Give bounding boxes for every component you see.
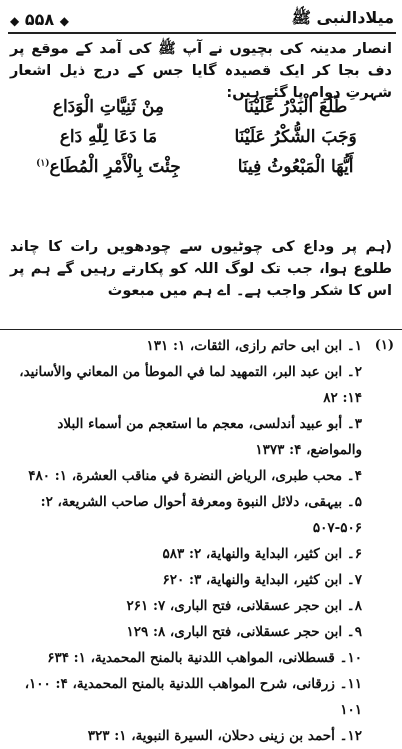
- footnote-item: ۱۱۔ زرقانی، شرح المواهب اللدنية بالمنح المحمدية، ۴: ۱۰۰، ۱۰۱: [24, 676, 362, 718]
- footnotes: [14, 333, 394, 749]
- footnote-item: ۱۰۔ قسطلانی، المواهب اللدنية بالمنح المحمدية، ۱: ۶۳۴: [47, 650, 362, 666]
- ornament-icon: ◆: [10, 13, 20, 28]
- translation-paragraph: (ہم پر وداع کی چوٹیوں سے چودھویں رات کا چاند طلوع ہوا، جب تک لوگ اللہ کو پکارتے رہیں گے ہم پر اس کا شکر واجب ہے۔ اے ہم میں مبعوث: [10, 239, 392, 299]
- footnote-item: ۳۔ أبو عبيد أندلسی، معجم ما استعجم من أسماء البلاد والمواضع، ۴: ۱۳۷۳: [57, 416, 362, 458]
- hemistich-second: جِئْتَ بِالْأَمْرِ الْمُطَاع$^{(۱)}$: [36, 157, 181, 177]
- poem-verse: [22, 122, 382, 152]
- ornament-icon: ◆: [59, 13, 69, 28]
- hemistich-first: طَلَعَ الْبَدْرُ عَلَيْنَا: [243, 97, 348, 117]
- footnote-item: ۹۔ ابن حجر عسقلانی، فتح الباری، ۸: ۱۲۹: [126, 624, 362, 640]
- poem-verse: [22, 92, 382, 122]
- footnote-item: ۴۔ محب طبری، الرياض النضرة في مناقب العشرة، ۱: ۴۸۰: [28, 468, 362, 484]
- running-title: میلادالنبی ﷺ: [291, 7, 394, 27]
- hemistich-second: مَا دَعَا لِلّٰهِ دَاع: [59, 127, 158, 147]
- poem: [22, 92, 382, 182]
- footnote-item: ۲۔ ابن عبد البر، التمهيد لما في الموطأ من المعاني والأسانيد، ۱۴: ۸۲: [19, 364, 362, 406]
- page-header: [8, 6, 396, 34]
- footnote-item: ۱۲۔ أحمد بن زینی دحلان، السيرة النبوية، ۱: ۳۲۳: [87, 728, 362, 744]
- footnote-item: ۶۔ ابن كثير، البداية والنهاية، ۲: ۵۸۳: [162, 546, 362, 562]
- hemistich-second: مِنْ ثَنِيَّاتِ الْوَدَاع: [52, 97, 164, 117]
- page-number: ◆ ۵۵۸ ◆: [10, 9, 69, 29]
- footnote-item: ۸۔ ابن حجر عسقلانی، فتح الباری، ۷: ۲۶۱: [126, 598, 362, 614]
- hemistich-first: أَيُّهَا الْمَبْعُوثُ فِينَا: [237, 157, 354, 177]
- footnote-marker: (۱): [374, 338, 394, 353]
- footnote-divider: [0, 329, 402, 330]
- poem-verse: [22, 152, 382, 182]
- footnote-item: ۱۔ ابن ابی حاتم رازی، الثقات، ۱: ۱۳۱: [146, 338, 362, 354]
- intro-paragraph: انصار مدینہ کی بچیوں نے آپ ﷺ کی آمد کے موقع پر دف بجا کر ایک قصیدہ گایا جس کے درج ذیل اشعار شہرتِ دوام پا گئے ہیں:: [10, 41, 392, 101]
- footnote-reference: (۱): [36, 158, 50, 169]
- footnote-item: ۷۔ ابن كثير، البداية والنهاية، ۳: ۶۲۰: [162, 572, 362, 588]
- hemistich-first: وَجَبَ الشُّكْرُ عَلَيْنَا: [234, 127, 357, 147]
- footnote-item: ۵۔ بیہقی، دلائل النبوة ومعرفة أحوال صاحب الشريعة، ۲: ۵۰۶-۵۰۷: [40, 494, 362, 536]
